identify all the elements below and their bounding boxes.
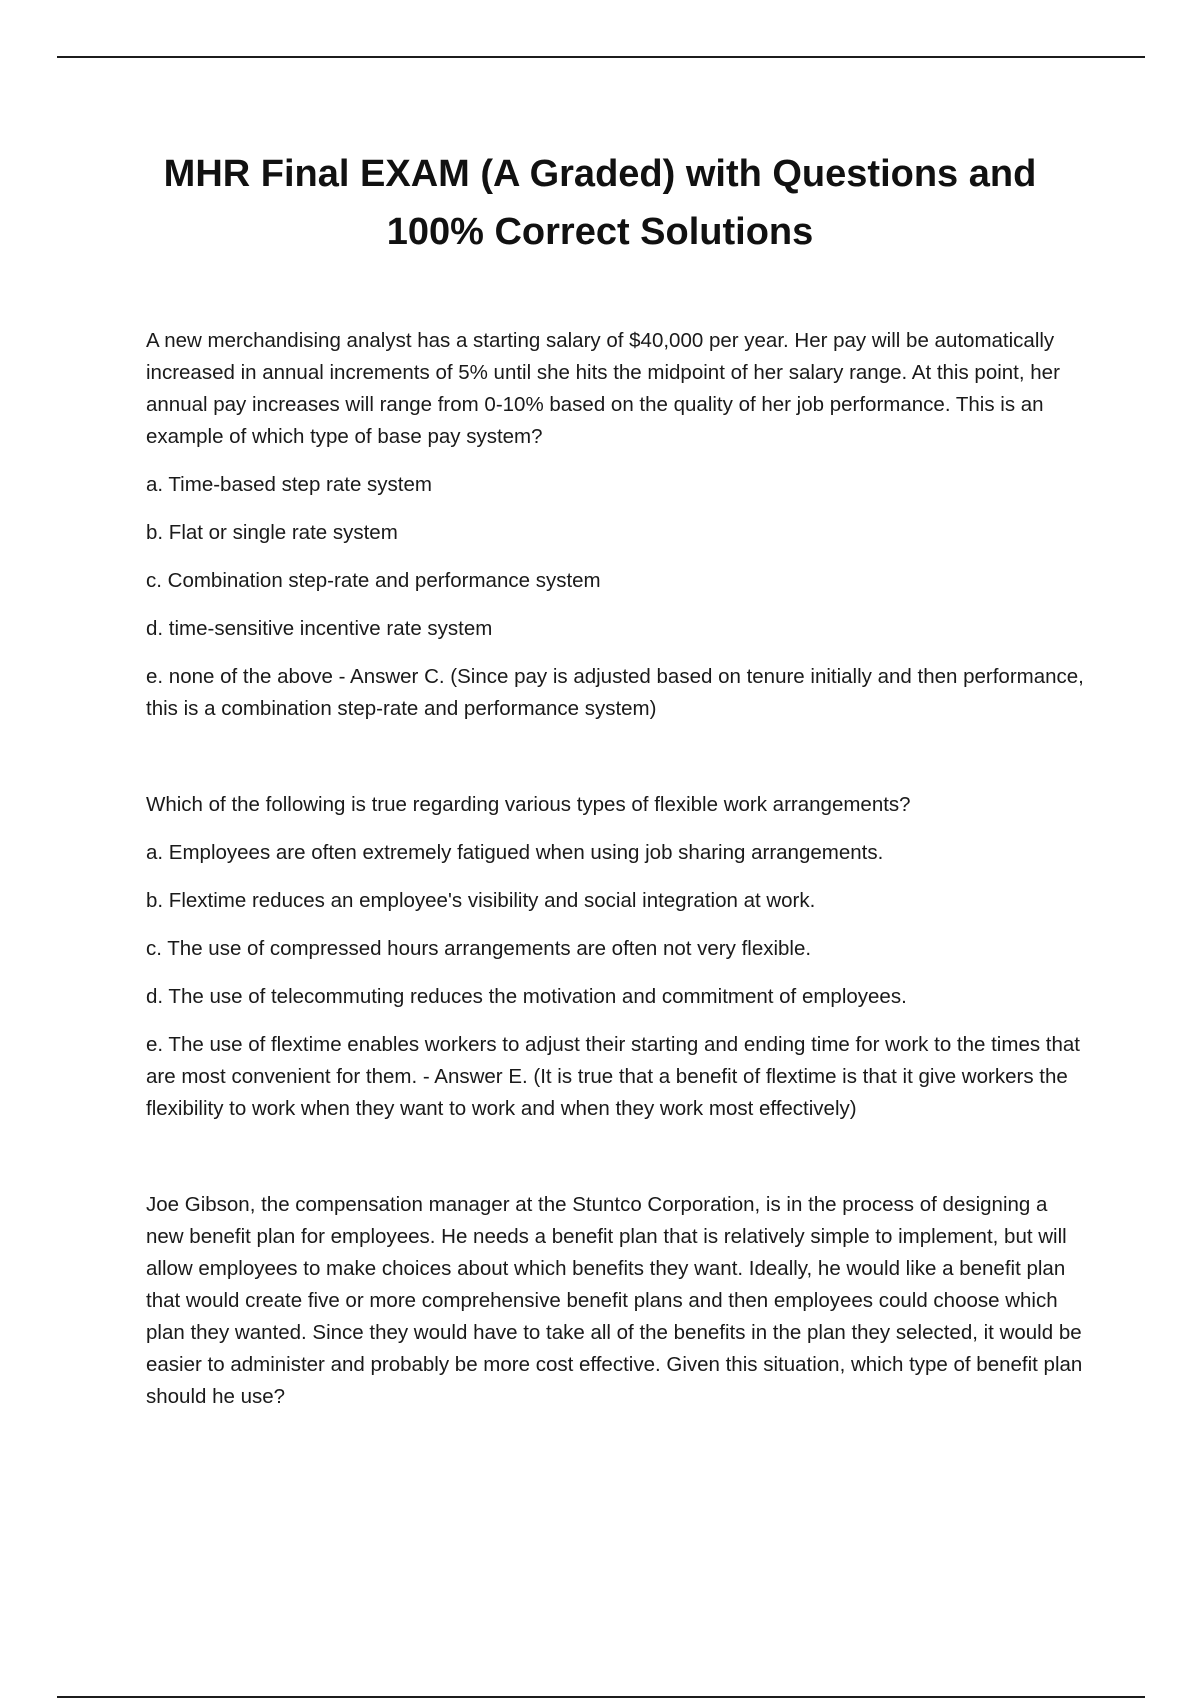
question-2 <box>146 789 1086 1125</box>
question-stem: A new merchandising analyst has a starting salary of $40,000 per year. Her pay will be automatically increased in annual increments of 5% until she hits the midpoint of her salary range. At this point, her annual pay increases will range from 0-10% based on the quality of her job performance. This is an example of which type of base pay system? <box>146 329 1060 448</box>
option-c: c. The use of compressed hours arrangements are often not very flexible. <box>146 937 812 960</box>
title-line-2: 100% Correct Solutions <box>386 211 814 253</box>
option-a: a. Time-based step rate system <box>146 473 432 496</box>
question-stem: Joe Gibson, the compensation manager at the Stuntco Corporation, is in the process of designing a new benefit plan for employees. He needs a benefit plan that is relatively simple to implement, but will allow employees to make choices about which benefits they want. Ideally, he would like a benefit plan that would create five or more comprehensive benefit plans and then employees could choose which plan they wanted. Since they would have to take all of the benefits in the plan they selected, it would be easier to administer and probably be more cost effective. Given this situation, which type of benefit plan should he use? <box>146 1193 1083 1408</box>
question-1 <box>146 325 1086 725</box>
option-e-with-answer: e. The use of flextime enables workers to adjust their starting and ending time for work to the times that are most convenient for them. - Answer E. (It is true that a benefit of flextime is that it give workers the flexibility to work when they want to work and when they work most effectively) <box>146 1033 1080 1120</box>
option-b: b. Flat or single rate system <box>146 521 398 544</box>
document-body <box>146 325 1086 1477</box>
option-e-with-answer: e. none of the above - Answer C. (Since pay is adjusted based on tenure initially and then performance, this is a combination step-rate and performance system) <box>146 665 1084 720</box>
option-d: d. time-sensitive incentive rate system <box>146 617 493 640</box>
option-d: d. The use of telecommuting reduces the motivation and commitment of employees. <box>146 985 907 1008</box>
footer-rule <box>57 1696 1145 1698</box>
question-3 <box>146 1189 1086 1413</box>
title-line-1: MHR Final EXAM (A Graded) with Questions and <box>163 153 1037 195</box>
option-a: a. Employees are often extremely fatigued when using job sharing arrangements. <box>146 841 884 864</box>
document-title <box>120 145 1080 261</box>
option-c: c. Combination step-rate and performance system <box>146 569 601 592</box>
header-rule <box>57 56 1145 58</box>
option-b: b. Flextime reduces an employee's visibility and social integration at work. <box>146 889 816 912</box>
question-stem: Which of the following is true regarding various types of flexible work arrangements? <box>146 793 911 816</box>
